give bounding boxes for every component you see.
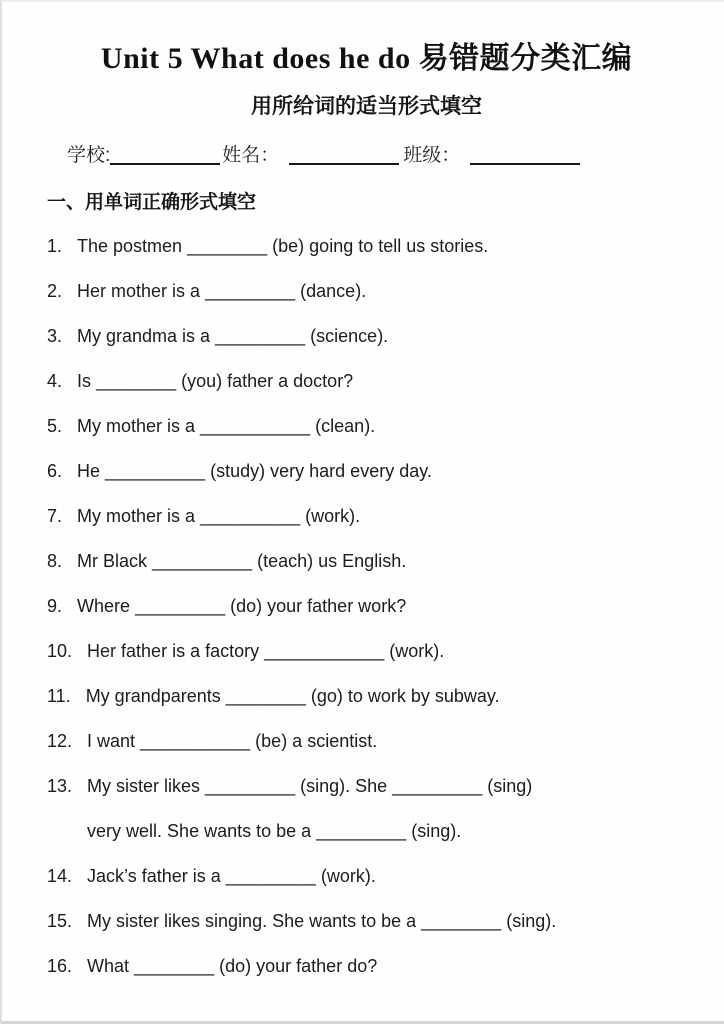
question-line: Mr Black __________ (teach) us English. [77, 551, 407, 571]
page-title: Unit 5 What does he do 易错题分类汇编 [100, 42, 633, 75]
question-line: My sister likes singing. She wants to be a ________ (sing). [87, 911, 557, 931]
question-line: My mother is a ___________ (clean). [77, 416, 376, 436]
question-row-3 [47, 314, 686, 359]
question-text [77, 584, 686, 629]
question-number: 13. [47, 776, 73, 796]
question-row-8 [47, 539, 686, 584]
question-row-13 [47, 764, 686, 854]
question-number: 1. [47, 236, 63, 256]
name-label: 姓名： [222, 145, 280, 166]
page-subtitle: 用所给词的适当形式填空 [251, 95, 482, 118]
question-line: My grandparents ________ (go) to work by subway. [85, 686, 500, 706]
question-line: Is ________ (you) father a doctor? [77, 371, 354, 391]
question-number: 2. [47, 281, 63, 301]
question-text [77, 404, 686, 449]
question-line: I want ___________ (be) a scientist. [87, 731, 378, 751]
question-text [77, 539, 686, 584]
question-line: My mother is a __________ (work). [77, 506, 361, 526]
question-line: He __________ (study) very hard every day. [77, 461, 432, 481]
question-row-5 [47, 404, 686, 449]
question-row-1 [47, 224, 686, 269]
class-blank [470, 151, 580, 165]
school-blank [110, 151, 220, 165]
question-text [77, 449, 686, 494]
question-text [77, 359, 686, 404]
question-line: My sister likes _________ (sing). She _________ (sing) [87, 776, 533, 796]
question-text [87, 629, 686, 674]
question-text [77, 314, 686, 359]
question-row-16 [47, 944, 686, 989]
question-row-4 [47, 359, 686, 404]
question-number: 12. [47, 731, 73, 751]
question-number: 8. [47, 551, 63, 571]
question-number: 9. [47, 596, 63, 616]
section-heading: 一、用单词正确形式填空 [47, 192, 257, 213]
question-text [77, 224, 686, 269]
question-number: 3. [47, 326, 63, 346]
question-row-6 [47, 449, 686, 494]
name-blank [289, 151, 399, 165]
question-number: 15. [47, 911, 73, 931]
question-row-14 [47, 854, 686, 899]
question-text [87, 854, 686, 899]
question-line: Where _________ (do) your father work? [77, 596, 407, 616]
question-number: 11. [47, 686, 71, 706]
question-number: 16. [47, 956, 73, 976]
question-row-15 [47, 899, 686, 944]
question-number: 6. [47, 461, 63, 481]
question-number: 5. [47, 416, 63, 436]
question-number: 10. [47, 641, 73, 661]
question-line: Her father is a factory ____________ (work). [87, 641, 445, 661]
class-label: 班级： [403, 145, 461, 166]
question-row-7 [47, 494, 686, 539]
question-line: What ________ (do) your father do? [87, 956, 378, 976]
question-text [87, 944, 686, 989]
question-row-10 [47, 629, 686, 674]
question-number: 4. [47, 371, 63, 391]
question-number: 7. [47, 506, 63, 526]
question-line: The postmen ________ (be) going to tell us stories. [77, 236, 489, 256]
question-text [87, 764, 686, 854]
question-row-12 [47, 719, 686, 764]
question-number: 14. [47, 866, 73, 886]
question-text [86, 674, 686, 719]
question-text [77, 269, 686, 314]
question-row-9 [47, 584, 686, 629]
question-text [87, 899, 686, 944]
question-text [87, 719, 686, 764]
question-text [77, 494, 686, 539]
question-line: Jack’s father is a _________ (work). [87, 866, 376, 886]
question-row-2 [47, 269, 686, 314]
question-line: My grandma is a _________ (science). [77, 326, 389, 346]
question-line: Her mother is a _________ (dance). [77, 281, 367, 301]
school-label: 学校: [67, 145, 111, 166]
student-info-line [67, 144, 686, 168]
question-list [47, 224, 686, 989]
question-row-11 [47, 674, 686, 719]
question-line: very well. She wants to be a _________ (sing). [87, 821, 462, 841]
